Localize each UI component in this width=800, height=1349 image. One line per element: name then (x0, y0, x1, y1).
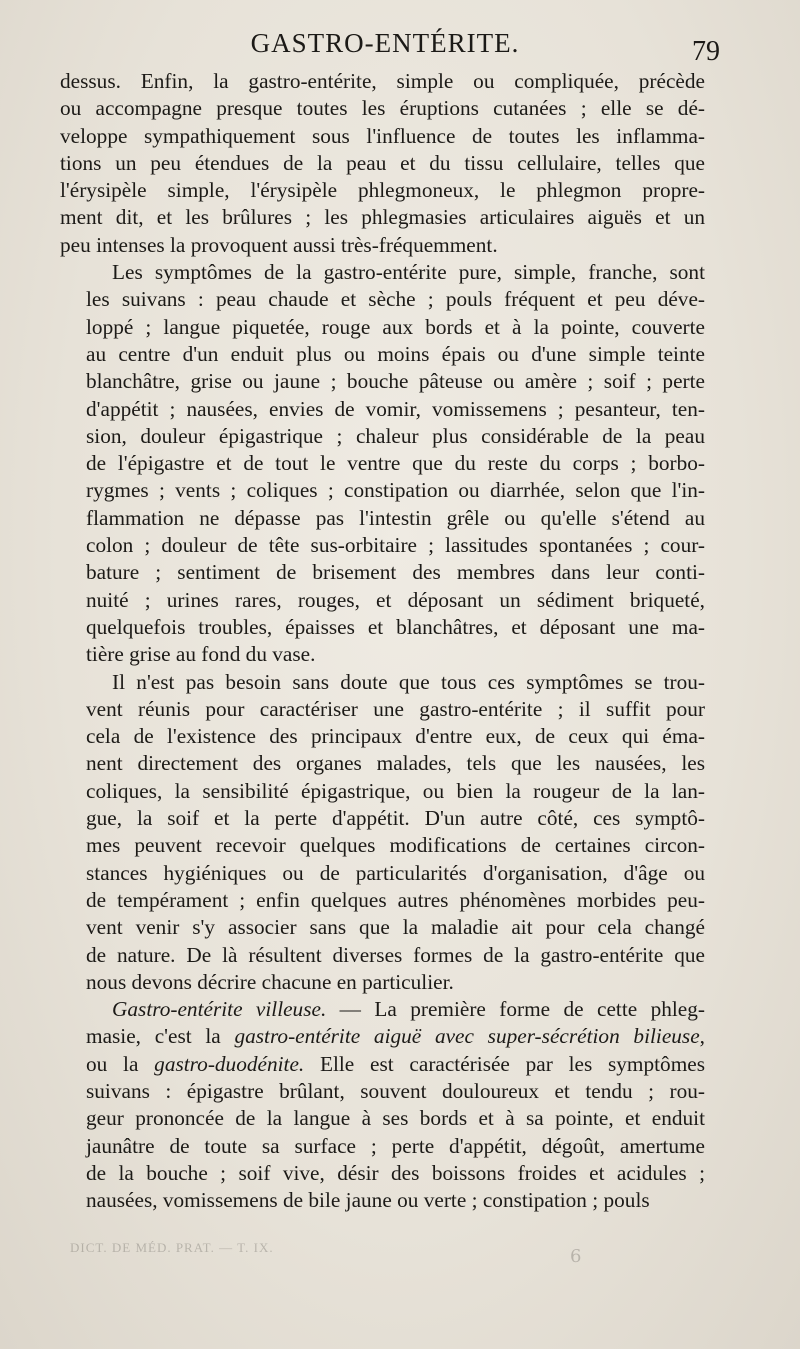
text-line: geur prononcée de la langue à ses bords et à sa pointe, et enduit (86, 1106, 705, 1131)
text-line: rygmes ; vents ; coliques ; constipation ou diarrhée, selon que l'in- (86, 478, 705, 503)
text-line: ment dit, et les brûlures ; les phlegmasies articulaires aiguës et un (60, 205, 705, 230)
text-line: Gastro-entérite villeuse. — La première forme de cette phleg- (112, 997, 705, 1022)
text-line: tions un peu étendues de la peau et du tissu cellulaire, telles que (60, 150, 705, 175)
text-line: ou la gastro-duodénite. Elle est caractérisée par les symptômes (86, 1051, 705, 1076)
text-line: nausées, vomissemens de bile jaune ou verte ; constipation ; pouls (86, 1188, 650, 1213)
signature-mark: 6 (570, 1246, 582, 1267)
paragraph (60, 259, 705, 668)
text-line: tière grise au fond du vase. (86, 642, 316, 667)
printer-signature: DICT. DE MÉD. PRAT. — T. IX. (70, 1240, 274, 1255)
text-line: peu intenses la provoquent aussi très-fréquemment. (60, 232, 498, 257)
paragraph (60, 669, 705, 997)
text-line: mes peuvent recevoir quelques modifications de certaines circon- (86, 833, 705, 858)
text-line: nuité ; urines rares, rouges, et déposant un sédiment briqueté, (86, 587, 705, 612)
text-line: nent directement des organes malades, tels que les nausées, les (86, 751, 705, 776)
paragraph (60, 996, 705, 1214)
text-line: vent réunis pour caractériser une gastro-entérite ; il suffit pour (86, 696, 705, 721)
text-line: veloppe sympathiquement sous l'influence de toutes les inflamma- (60, 123, 705, 148)
page-number: 79 (692, 36, 720, 67)
text-line: stances hygiéniques ou de particularités d'organisation, d'âge ou (86, 860, 705, 885)
text-line: colon ; douleur de tête sus-orbitaire ; lassitudes spontanées ; cour- (86, 533, 705, 558)
page-header (60, 28, 720, 68)
text-line: flammation ne dépasse pas l'intestin grêle ou qu'elle s'étend au (86, 505, 705, 530)
text-line: l'érysipèle simple, l'érysipèle phlegmoneux, le phlegmon propre- (60, 178, 705, 203)
text-line: masie, c'est la gastro-entérite aiguë avec super-sécrétion bilieuse, (86, 1024, 705, 1049)
text-line: les suivans : peau chaude et sèche ; pouls fréquent et peu déve- (86, 287, 705, 312)
body-text (60, 68, 705, 1214)
page-footer (70, 1240, 690, 1280)
text-line: d'appétit ; nausées, envies de vomir, vomissemens ; pesanteur, ten- (86, 396, 705, 421)
text-line: Il n'est pas besoin sans doute que tous ces symptômes se trou- (112, 669, 705, 694)
text-line: Les symptômes de la gastro-entérite pure, simple, franche, sont (112, 260, 705, 285)
text-line: dessus. Enfin, la gastro-entérite, simple ou compliquée, précède (60, 69, 705, 93)
text-line: de la bouche ; soif vive, désir des boissons froides et acidules ; (86, 1160, 705, 1185)
text-line: ou accompagne presque toutes les éruptions cutanées ; elle se dé- (60, 96, 705, 121)
text-line: nous devons décrire chacune en particulier. (86, 969, 454, 994)
text-line: gue, la soif et la perte d'appétit. D'un autre côté, ces symptô- (86, 806, 705, 831)
running-title: GASTRO-ENTÉRITE. (250, 28, 520, 58)
text-line: quelquefois troubles, épaisses et blanchâtres, et déposant une ma- (86, 614, 705, 639)
text-line: de tempérament ; enfin quelques autres phénomènes morbides peu- (86, 887, 705, 912)
paragraph (60, 68, 705, 259)
text-line: de l'épigastre et de tout le ventre que du reste du corps ; borbo- (86, 451, 705, 476)
text-line: jaunâtre de toute sa surface ; perte d'appétit, dégoût, amertume (86, 1133, 705, 1158)
text-line: sion, douleur épigastrique ; chaleur plus considérable de la peau (86, 423, 705, 448)
text-line: loppé ; langue piquetée, rouge aux bords et à la pointe, couverte (86, 314, 705, 339)
text-line: cela de l'existence des principaux d'entre eux, de ceux qui éma- (86, 724, 705, 749)
text-line: suivans : épigastre brûlant, souvent douloureux et tendu ; rou- (86, 1078, 705, 1103)
text-line: blanchâtre, grise ou jaune ; bouche pâteuse ou amère ; soif ; perte (86, 369, 705, 394)
text-line: bature ; sentiment de brisement des membres dans leur conti- (86, 560, 705, 585)
text-line: au centre d'un enduit plus ou moins épais ou d'une simple teinte (86, 341, 705, 366)
text-line: vent venir s'y associer sans que la maladie ait pour cela changé (86, 915, 705, 940)
text-line: de nature. De là résultent diverses formes de la gastro-entérite que (86, 942, 705, 967)
text-line: coliques, la sensibilité épigastrique, ou bien la rougeur de la lan- (86, 778, 705, 803)
